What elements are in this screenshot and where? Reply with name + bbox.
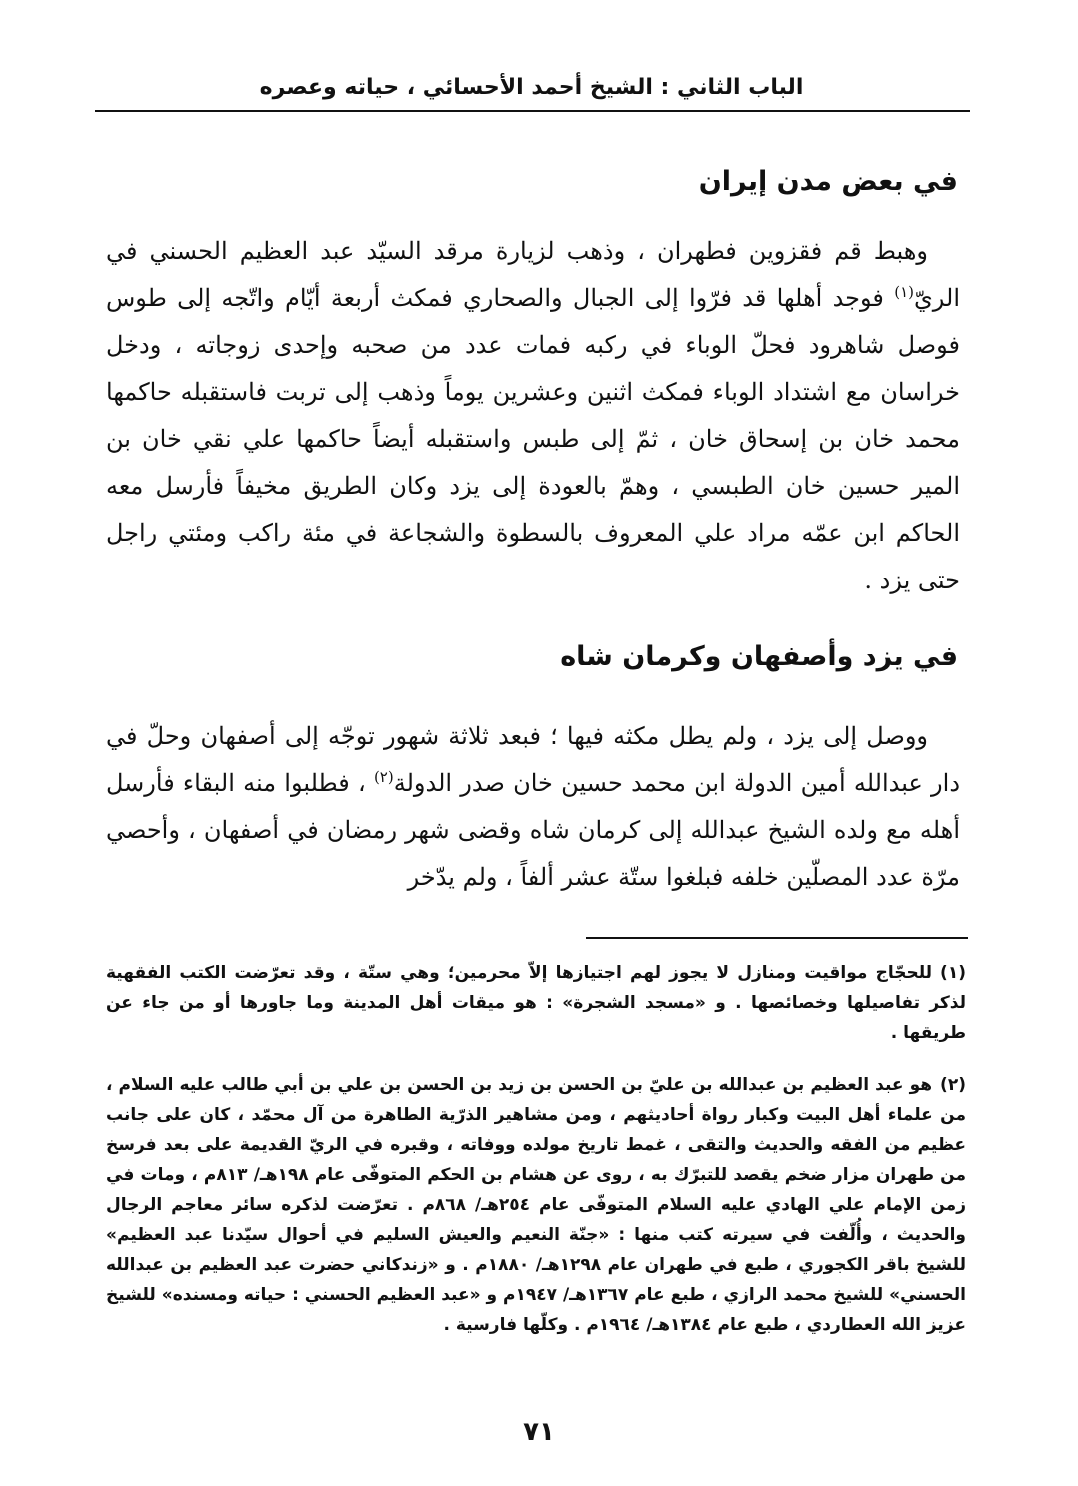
footnote-reference[interactable]: (٢) bbox=[373, 768, 394, 786]
footnote bbox=[106, 1070, 966, 1380]
page-number: ٧١ bbox=[523, 1417, 555, 1447]
body-paragraph bbox=[106, 713, 960, 903]
paragraph-text: ، فطلبوا منه البقاء فأرسل أهله مع ولده الشيخ عبدالله إلى كرمان شاه وقضى شهر رمضان في أصفهان ، وأحصي مرّة عدد المصلّين خلفه فبلغوا ستّة عشر ألفاً ، ولم يدّخر bbox=[106, 769, 960, 891]
footnote-text: للحجّاج مواقيت ومنازل لا يجوز لهم اجتيازها إلاّ محرمين؛ وهي ستّة ، وقد تعرّضت الكتب الفقهية لذكر تفاصيلها وخصائصها . و «مسجد الشجرة» : هو ميقات أهل المدينة وما جاورها أو من جاء عن طريقها . bbox=[106, 963, 966, 1043]
footnote bbox=[106, 958, 966, 1052]
body-paragraph bbox=[106, 228, 960, 608]
paragraph-text: فوجد أهلها قد فرّوا إلى الجبال والصحاري فمكث أربعة أيّام واتّجه إلى طوس فوصل شاهرود فحلّ الوباء في ركبه فمات عدد من صحبه وإحدى زوجاته ، ودخل خراسان مع اشتداد الوباء فمكث اثنين وعشرين يوماً وذهب إلى تربت فاستقبله حاكمها محمد خان بن إسحاق خان ، ثمّ إلى طبس واستقبله أيضاً حاكمها علي نقي خان بن المير حسين خان الطبسي ، وهمّ بالعودة إلى يزد وكان الطريق مخيفاً فأرسل معه الحاكم ابن عمّه مراد علي المعروف بالسطوة والشجاعة في مئة راكب ومئتي راجل حتى يزد . bbox=[106, 284, 960, 594]
section-heading: في بعض مدن إيران bbox=[698, 166, 958, 197]
footnote-text: هو عبد العظيم بن عبدالله بن عليّ بن الحسن بن زيد بن الحسن بن علي بن أبي طالب عليه السلام ، من علماء أهل البيت وكبار رواة أحاديثهم ، ومن مشاهير الذرّية الطاهرة من آل محمّد ، كان على جانب عظيم من الفقه والحديث والتقى ، غمط تاريخ مولده ووفاته ، وقبره في الريّ القديمة على بعد فرسخ من طهران مزار ضخم يقصد للتبرّك به ، روى عن هشام بن الحكم المتوفّى عام ١٩٨هـ/ ٨١٣م ، ومات في زمن الإمام علي الهادي عليه السلام المتوفّى عام ٢٥٤هـ/ ٨٦٨م . تعرّضت لذكره سائر معاجم الرجال والحديث ، وأُلّفت في سيرته كتب منها : «جنّة النعيم والعيش السليم في أحوال سيّدنا عبد العظيم» للشيخ باقر الكجوري ، طبع في طهران عام ١٢٩٨هـ/ ١٨٨٠م . و «زندكاني حضرت عبد العظيم بن عبدالله الحسني» للشيخ محمد الرازي ، طبع عام ١٣٦٧هـ/ ١٩٤٧م و «عبد العظيم الحسني : حياته ومسنده» للشيخ عزيز الله العطاردي ، طبع عام ١٣٨٤هـ/ ١٩٦٤م . وكلّها فارسية . bbox=[106, 1075, 966, 1335]
section-heading: في يزد وأصفهان وكرمان شاه bbox=[560, 641, 958, 672]
header-rule bbox=[95, 110, 970, 112]
footnote-separator bbox=[586, 937, 968, 939]
footnote-number: (١) bbox=[940, 963, 966, 983]
footnote-number: (٢) bbox=[940, 1075, 966, 1095]
running-header: الباب الثاني : الشيخ أحمد الأحسائي ، حياته وعصره bbox=[259, 75, 804, 100]
paragraph-text: ووصل إلى يزد ، ولم يطل مكثه فيها ؛ فبعد ثلاثة شهور توجّه إلى أصفهان وحلّ في دار عبدالله أمين الدولة ابن محمد حسين خان صدر الدولة bbox=[106, 722, 960, 797]
paragraph-text: وهبط قم فقزوين فطهران ، وذهب لزيارة مرقد السيّد عبد العظيم الحسني في الريّ bbox=[106, 237, 960, 312]
footnote-reference[interactable]: (١) bbox=[894, 283, 914, 301]
